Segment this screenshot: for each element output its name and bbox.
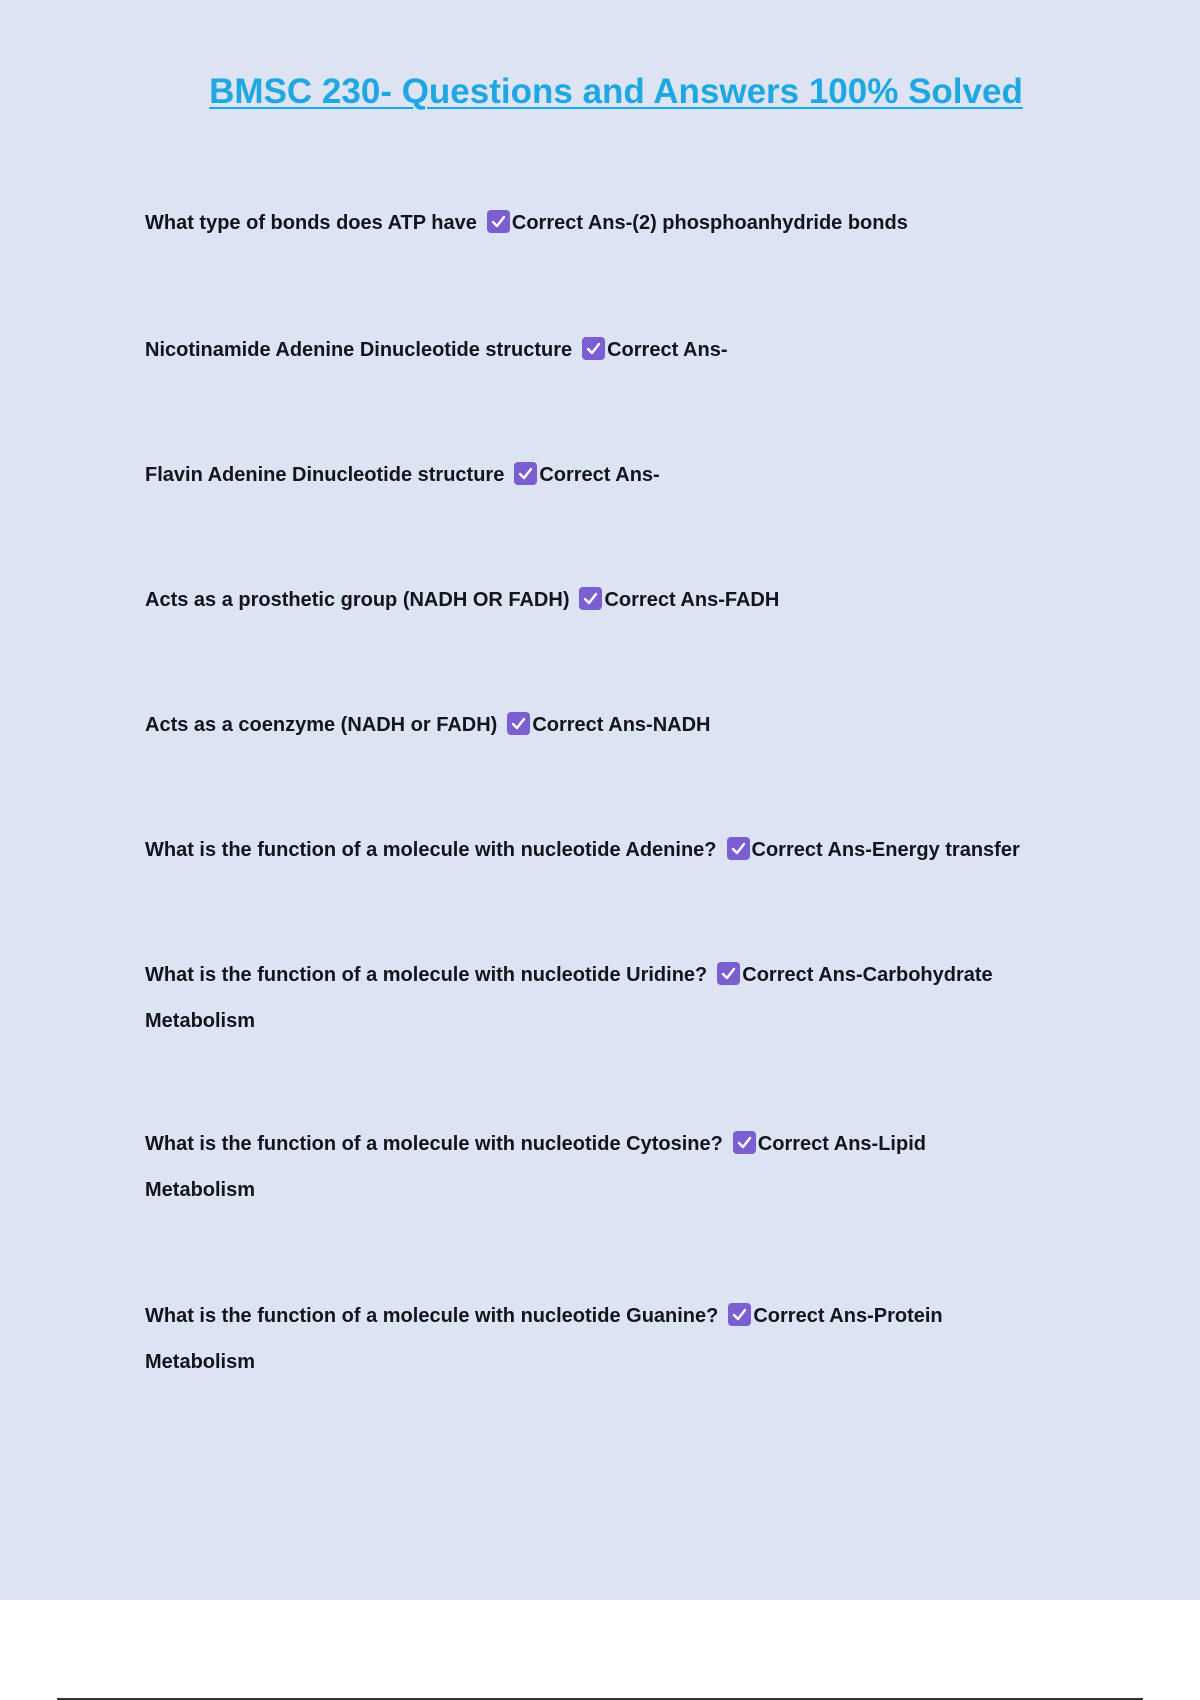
answer-text: Correct Ans-Energy transfer <box>751 839 1020 861</box>
qa-item <box>145 1293 1015 1385</box>
question-text: Nicotinamide Adenine Dinucleotide structure <box>145 339 573 361</box>
checkbox-checked-icon <box>582 337 605 360</box>
qa-item <box>145 952 1075 1044</box>
answer-text: Correct Ans-(2) phosphoanhydride bonds <box>511 212 908 234</box>
question-text: Acts as a coenzyme (NADH or FADH) <box>145 714 498 736</box>
qa-item <box>145 327 1095 373</box>
question-text: What is the function of a molecule with nucleotide Adenine? <box>145 839 717 861</box>
answer-text: Correct Ans-Carbohydrate Metabolism <box>145 964 993 1032</box>
checkbox-checked-icon <box>487 210 510 233</box>
qa-item <box>145 452 1095 498</box>
checkbox-checked-icon <box>514 462 537 485</box>
question-text: What is the function of a molecule with nucleotide Uridine? <box>145 964 708 986</box>
question-text: Flavin Adenine Dinucleotide structure <box>145 464 505 486</box>
checkbox-checked-icon <box>727 837 750 860</box>
question-text: What type of bonds does ATP have <box>145 212 477 234</box>
answer-text: Correct Ans- <box>539 464 660 486</box>
answer-text: Correct Ans-Protein Metabolism <box>145 1305 943 1373</box>
qa-item <box>145 827 1095 873</box>
qa-item <box>145 1121 1015 1213</box>
qa-item <box>145 577 1095 623</box>
answer-text: Correct Ans-NADH <box>532 714 711 736</box>
document-title: BMSC 230- Questions and Answers 100% Solved <box>209 72 1023 111</box>
question-text: Acts as a prosthetic group (NADH OR FADH) <box>145 589 570 611</box>
checkbox-checked-icon <box>579 587 602 610</box>
checkbox-checked-icon <box>507 712 530 735</box>
answer-text: Correct Ans-Lipid Metabolism <box>145 1133 926 1201</box>
checkbox-checked-icon <box>733 1131 756 1154</box>
qa-item <box>145 200 1095 246</box>
question-text: What is the function of a molecule with nucleotide Guanine? <box>145 1305 719 1327</box>
answer-text: Correct Ans-FADH <box>604 589 780 611</box>
answer-text: Correct Ans- <box>607 339 728 361</box>
question-text: What is the function of a molecule with nucleotide Cytosine? <box>145 1133 723 1155</box>
qa-item <box>145 702 1095 748</box>
checkbox-checked-icon <box>728 1303 751 1326</box>
checkbox-checked-icon <box>717 962 740 985</box>
